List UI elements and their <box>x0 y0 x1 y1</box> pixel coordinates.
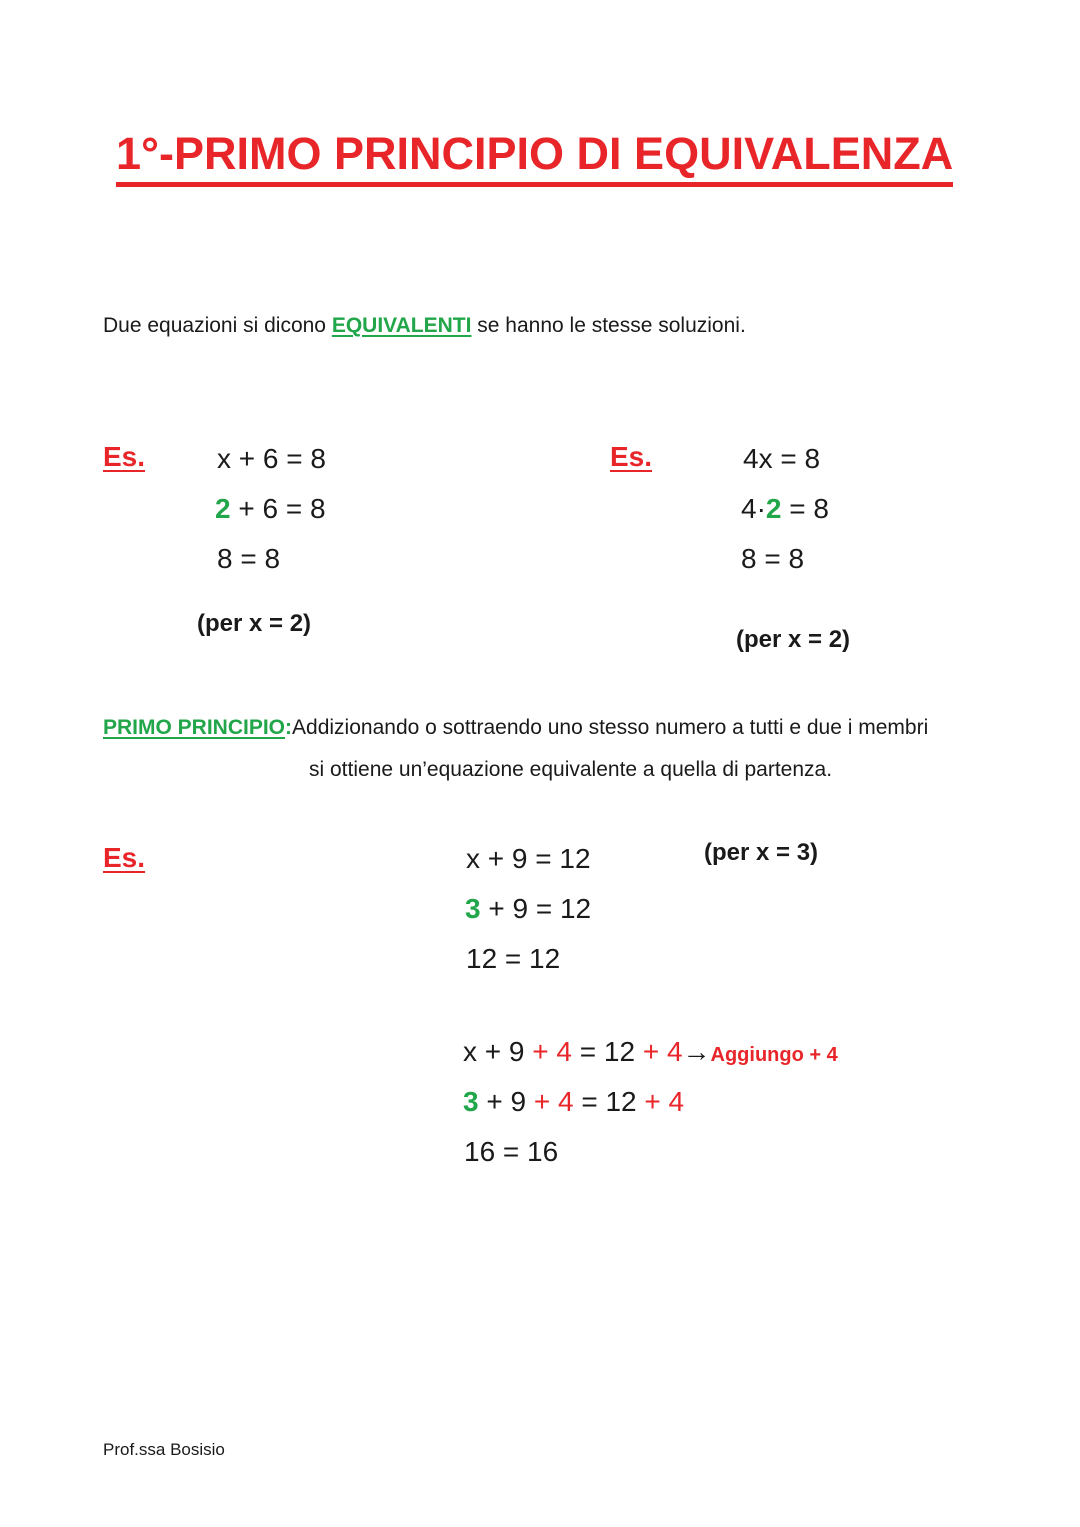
example3-note: (per x = 3) <box>704 839 819 866</box>
example3-label: Es. <box>103 842 146 873</box>
example2-line2-prefix: 4 <box>741 493 757 524</box>
multiply-dot: · <box>756 493 766 524</box>
intro-text-after: se hanno le stesse soluzioni. <box>471 314 746 337</box>
step1-aside: Aggiungo + 4 <box>710 1044 838 1066</box>
example2-note: (per x = 2) <box>736 626 851 653</box>
example3-line3: 12 = 12 <box>466 943 561 974</box>
example3-solution-value: 3 <box>465 893 481 924</box>
step1-right: = 12 <box>571 1036 643 1067</box>
example2-line3: 8 = 8 <box>741 543 805 574</box>
example1-note: (per x = 2) <box>197 610 312 637</box>
arrow-icon: → <box>682 1036 711 1067</box>
principle-label: PRIMO PRINCIPIO <box>103 716 286 739</box>
step2-left: + 9 <box>478 1086 534 1117</box>
example2-solution-value: 2 <box>765 493 782 524</box>
principle-statement <box>103 716 928 740</box>
example1-line1: x + 6 = 8 <box>217 443 326 474</box>
example3-line1: x + 9 = 12 <box>466 843 591 874</box>
step2-solution-value: 3 <box>463 1086 479 1117</box>
example3-line2 <box>465 893 591 925</box>
example1-solution-value: 2 <box>215 493 231 524</box>
intro-text-before: Due equazioni si dicono <box>103 314 332 337</box>
step2-added-right: + 4 <box>644 1086 685 1117</box>
principle-text-line2: si ottiene un’equazione equivalente a quella di partenza. <box>309 758 833 781</box>
step1-added-right: + 4 <box>642 1036 683 1067</box>
step1-added-left: + 4 <box>532 1036 572 1067</box>
principle-text-line1: Addizionando o sottraendo uno stesso numero a tutti e due i membri <box>292 716 929 739</box>
example3-step3: 16 = 16 <box>464 1136 559 1167</box>
example1-line2-rest: + 6 = 8 <box>230 493 326 524</box>
example2-label: Es. <box>610 441 653 472</box>
principle-colon: : <box>285 716 293 739</box>
example2-line2-rest: = 8 <box>781 493 829 524</box>
footer-author: Prof.ssa Bosisio <box>103 1440 225 1459</box>
intro-paragraph <box>103 314 746 338</box>
keyword-equivalenti: EQUIVALENTI <box>331 314 472 337</box>
example3-line2-rest: + 9 = 12 <box>480 893 592 924</box>
example1-label: Es. <box>103 441 146 472</box>
step2-right: = 12 <box>573 1086 645 1117</box>
example3-step1 <box>463 1036 838 1068</box>
step1-left: x + 9 <box>463 1036 533 1067</box>
example1-line2 <box>215 493 326 525</box>
page-title: 1°-PRIMO PRINCIPIO DI EQUIVALENZA <box>116 126 953 187</box>
example2-line2 <box>741 493 829 525</box>
example3-step2 <box>463 1086 684 1118</box>
example2-line1: 4x = 8 <box>743 443 821 474</box>
step2-added-left: + 4 <box>533 1086 574 1117</box>
example1-line3: 8 = 8 <box>217 543 281 574</box>
